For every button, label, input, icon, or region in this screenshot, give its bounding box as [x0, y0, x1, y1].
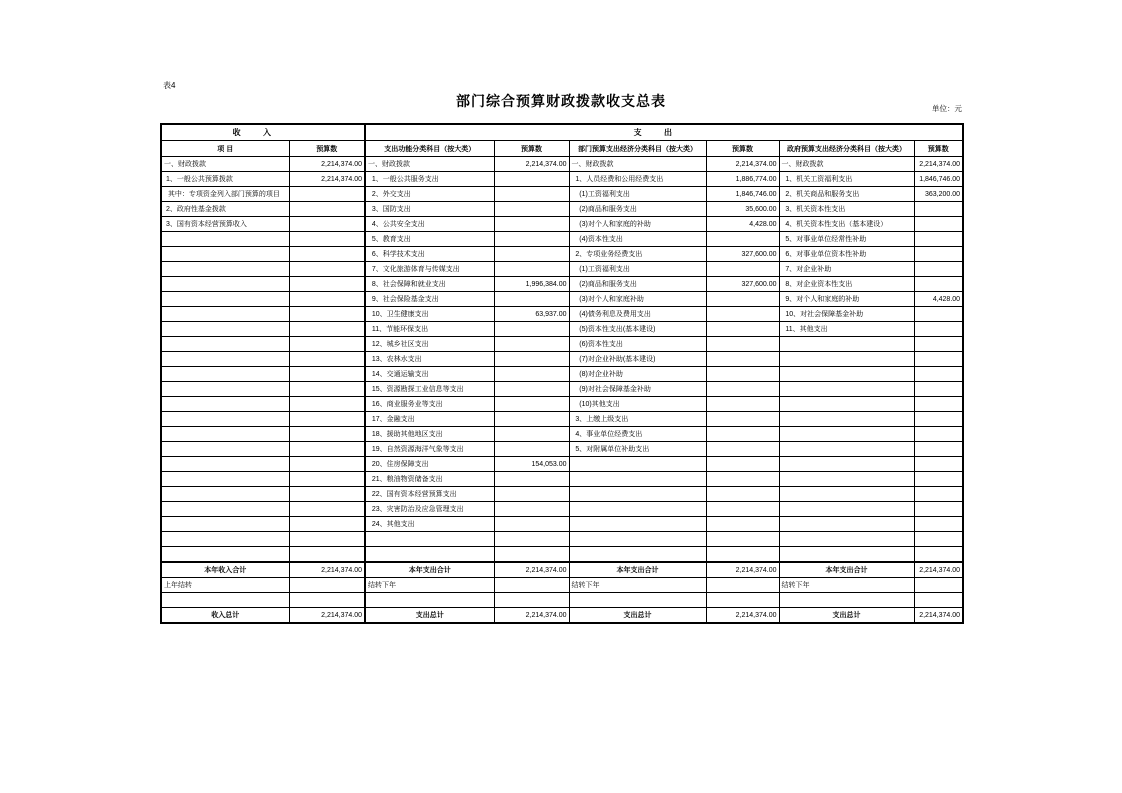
item-label-cell: 5、教育支出	[365, 232, 494, 247]
budget-value-cell	[494, 472, 569, 487]
item-label-cell: 一、财政拨款	[569, 157, 706, 172]
budget-value-cell	[289, 502, 365, 517]
budget-value-cell	[289, 457, 365, 472]
budget-value-cell	[706, 337, 779, 352]
item-label-cell: 4、机关资本性支出（基本建设）	[779, 217, 914, 232]
item-label-cell	[161, 472, 289, 487]
item-label-cell: 一、财政拨款	[779, 157, 914, 172]
budget-value-cell	[289, 472, 365, 487]
budget-value-cell: 2,214,374.00	[706, 562, 779, 578]
item-label-cell	[161, 547, 289, 563]
budget-value-cell	[914, 427, 963, 442]
item-label-cell: 1、机关工资福利支出	[779, 172, 914, 187]
budget-value-cell	[914, 352, 963, 367]
item-label-cell	[569, 517, 706, 532]
item-label-cell	[365, 593, 494, 608]
budget-value-cell	[289, 517, 365, 532]
table-row	[161, 472, 963, 487]
item-label-cell	[779, 427, 914, 442]
budget-value-cell	[289, 352, 365, 367]
item-label-cell: 10、对社会保障基金补助	[779, 307, 914, 322]
budget-value-cell	[289, 532, 365, 547]
item-label-cell	[779, 337, 914, 352]
income-group-header: 收入	[161, 124, 365, 141]
budget-value-cell	[914, 457, 963, 472]
table-row	[161, 232, 963, 247]
item-label-cell: 支出总计	[365, 608, 494, 624]
budget-value-cell	[914, 202, 963, 217]
budget-value-cell	[914, 382, 963, 397]
item-label-cell: 5、对附属单位补助支出	[569, 442, 706, 457]
budget-value-cell	[494, 367, 569, 382]
table-row	[161, 442, 963, 457]
item-label-cell: (1)工资福利支出	[569, 262, 706, 277]
budget-value-cell	[914, 277, 963, 292]
item-label-cell	[161, 427, 289, 442]
budget-value-cell	[914, 442, 963, 457]
budget-value-cell: 35,600.00	[706, 202, 779, 217]
item-label-cell	[779, 382, 914, 397]
table-row	[161, 217, 963, 232]
group-header-row	[161, 124, 963, 141]
item-label-cell	[161, 322, 289, 337]
budget-value-cell	[494, 172, 569, 187]
budget-value-cell	[706, 427, 779, 442]
item-label-cell: 2、专项业务经费支出	[569, 247, 706, 262]
budget-value-cell	[494, 578, 569, 593]
item-label-cell: (3)对个人和家庭的补助	[569, 217, 706, 232]
item-label-cell: 1、一般公共服务支出	[365, 172, 494, 187]
table-row	[161, 277, 963, 292]
budget-value-cell	[289, 367, 365, 382]
column-header: 预算数	[706, 141, 779, 157]
item-label-cell: (1)工资福利支出	[569, 187, 706, 202]
item-label-cell	[161, 532, 289, 547]
item-label-cell	[779, 367, 914, 382]
budget-value-cell	[289, 262, 365, 277]
item-label-cell	[779, 547, 914, 563]
table-row	[161, 202, 963, 217]
budget-value-cell	[289, 292, 365, 307]
budget-value-cell: 4,428.00	[706, 217, 779, 232]
item-label-cell	[569, 472, 706, 487]
item-label-cell: 6、对事业单位资本性补助	[779, 247, 914, 262]
budget-value-cell: 2,214,374.00	[289, 172, 365, 187]
budget-value-cell: 2,214,374.00	[706, 157, 779, 172]
item-label-cell: 结转下年	[779, 578, 914, 593]
budget-value-cell	[494, 247, 569, 262]
item-label-cell: 2、机关商品和服务支出	[779, 187, 914, 202]
item-label-cell: 支出总计	[779, 608, 914, 624]
table-row	[161, 352, 963, 367]
item-label-cell: (4)债务利息及费用支出	[569, 307, 706, 322]
budget-value-cell	[914, 472, 963, 487]
budget-value-cell	[494, 442, 569, 457]
table-row	[161, 532, 963, 547]
budget-value-cell: 2,214,374.00	[706, 608, 779, 624]
budget-value-cell	[914, 412, 963, 427]
item-label-cell: 18、援助其他地区支出	[365, 427, 494, 442]
budget-value-cell	[289, 247, 365, 262]
item-label-cell	[779, 352, 914, 367]
item-label-cell: 11、其他支出	[779, 322, 914, 337]
budget-value-cell	[494, 412, 569, 427]
budget-value-cell	[914, 532, 963, 547]
item-label-cell: (2)商品和服务支出	[569, 277, 706, 292]
budget-value-cell	[494, 382, 569, 397]
item-label-cell: 23、灾害防治及应急管理支出	[365, 502, 494, 517]
budget-value-cell	[706, 322, 779, 337]
budget-value-cell	[914, 367, 963, 382]
item-label-cell	[161, 502, 289, 517]
budget-value-cell	[494, 427, 569, 442]
item-label-cell: 3、国防支出	[365, 202, 494, 217]
item-label-cell: 结转下年	[569, 578, 706, 593]
budget-value-cell: 2,214,374.00	[289, 608, 365, 624]
table-row	[161, 608, 963, 624]
item-label-cell: 7、文化旅游体育与传媒支出	[365, 262, 494, 277]
item-label-cell: 4、公共安全支出	[365, 217, 494, 232]
item-label-cell	[569, 457, 706, 472]
budget-value-cell	[914, 547, 963, 563]
unit-label: 单位：元	[932, 104, 962, 113]
budget-value-cell	[289, 217, 365, 232]
budget-summary-table	[160, 123, 964, 624]
item-label-cell: 11、节能环保支出	[365, 322, 494, 337]
budget-value-cell	[494, 517, 569, 532]
item-label-cell: 2、外交支出	[365, 187, 494, 202]
item-label-cell: 8、社会保障和就业支出	[365, 277, 494, 292]
item-label-cell	[779, 487, 914, 502]
table-row	[161, 457, 963, 472]
item-label-cell: 5、对事业单位经常性补助	[779, 232, 914, 247]
budget-value-cell	[914, 397, 963, 412]
column-header: 预算数	[289, 141, 365, 157]
item-label-cell	[161, 247, 289, 262]
budget-value-cell	[706, 232, 779, 247]
item-label-cell: 本年收入合计	[161, 562, 289, 578]
budget-value-cell	[914, 487, 963, 502]
budget-value-cell	[914, 593, 963, 608]
item-label-cell	[161, 517, 289, 532]
item-label-cell	[569, 532, 706, 547]
table-row	[161, 337, 963, 352]
item-label-cell	[569, 593, 706, 608]
budget-value-cell	[706, 517, 779, 532]
budget-value-cell	[289, 307, 365, 322]
budget-value-cell	[494, 217, 569, 232]
table-row	[161, 562, 963, 578]
item-label-cell	[161, 487, 289, 502]
item-label-cell: 1、一般公共预算拨款	[161, 172, 289, 187]
budget-value-cell	[706, 442, 779, 457]
budget-value-cell	[494, 322, 569, 337]
budget-value-cell: 363,200.00	[914, 187, 963, 202]
item-label-cell: 8、对企业资本性支出	[779, 277, 914, 292]
item-label-cell	[161, 367, 289, 382]
item-label-cell	[779, 472, 914, 487]
item-label-cell: (8)对企业补助	[569, 367, 706, 382]
column-header: 部门预算支出经济分类科目（按大类）	[569, 141, 706, 157]
budget-value-cell: 154,053.00	[494, 457, 569, 472]
table-tag: 表4	[163, 81, 176, 90]
budget-value-cell: 1,886,774.00	[706, 172, 779, 187]
budget-value-cell	[494, 187, 569, 202]
budget-value-cell	[289, 277, 365, 292]
table-header	[161, 124, 963, 157]
item-label-cell	[161, 292, 289, 307]
budget-value-cell	[706, 367, 779, 382]
budget-value-cell	[706, 472, 779, 487]
budget-value-cell	[494, 337, 569, 352]
budget-value-cell	[494, 593, 569, 608]
item-label-cell	[161, 352, 289, 367]
item-label-cell	[161, 337, 289, 352]
table-row	[161, 262, 963, 277]
budget-value-cell	[914, 337, 963, 352]
budget-value-cell	[914, 262, 963, 277]
item-label-cell	[365, 547, 494, 563]
item-label-cell	[365, 532, 494, 547]
budget-value-cell	[289, 547, 365, 563]
table-row	[161, 427, 963, 442]
budget-value-cell: 2,214,374.00	[289, 157, 365, 172]
budget-value-cell	[494, 547, 569, 563]
budget-value-cell	[706, 547, 779, 563]
item-label-cell: 9、对个人和家庭的补助	[779, 292, 914, 307]
item-label-cell: (10)其他支出	[569, 397, 706, 412]
budget-value-cell	[914, 307, 963, 322]
item-label-cell	[569, 547, 706, 563]
table-row	[161, 547, 963, 563]
budget-value-cell	[289, 593, 365, 608]
item-label-cell: 其中：专项资金列入部门预算的项目	[161, 187, 289, 202]
budget-value-cell: 327,600.00	[706, 247, 779, 262]
item-label-cell	[161, 262, 289, 277]
budget-value-cell: 2,214,374.00	[914, 608, 963, 624]
table-row	[161, 157, 963, 172]
budget-value-cell: 327,600.00	[706, 277, 779, 292]
budget-value-cell: 2,214,374.00	[914, 157, 963, 172]
table-row	[161, 382, 963, 397]
budget-value-cell: 1,846,746.00	[914, 172, 963, 187]
budget-value-cell	[706, 502, 779, 517]
item-label-cell: 6、科学技术支出	[365, 247, 494, 262]
table-row	[161, 187, 963, 202]
budget-value-cell: 2,214,374.00	[289, 562, 365, 578]
budget-value-cell	[494, 292, 569, 307]
budget-value-cell	[706, 593, 779, 608]
column-header: 支出功能分类科目（按大类）	[365, 141, 494, 157]
item-label-cell: 13、农林水支出	[365, 352, 494, 367]
item-label-cell	[569, 502, 706, 517]
item-label-cell: 收入总计	[161, 608, 289, 624]
table-row	[161, 593, 963, 608]
budget-value-cell: 2,214,374.00	[494, 562, 569, 578]
item-label-cell	[161, 593, 289, 608]
item-label-cell	[161, 382, 289, 397]
item-label-cell	[779, 532, 914, 547]
item-label-cell	[779, 502, 914, 517]
item-label-cell: 14、交通运输支出	[365, 367, 494, 382]
table-row	[161, 412, 963, 427]
table-row	[161, 307, 963, 322]
budget-value-cell	[914, 517, 963, 532]
column-header: 预算数	[914, 141, 963, 157]
item-label-cell	[161, 277, 289, 292]
budget-value-cell: 2,214,374.00	[914, 562, 963, 578]
item-label-cell: 16、商业服务业等支出	[365, 397, 494, 412]
table-row	[161, 367, 963, 382]
table-row	[161, 578, 963, 593]
budget-value-cell	[289, 397, 365, 412]
budget-value-cell	[289, 427, 365, 442]
table-row	[161, 247, 963, 262]
item-label-cell	[779, 593, 914, 608]
budget-value-cell	[706, 487, 779, 502]
item-label-cell	[779, 397, 914, 412]
item-label-cell: (6)资本性支出	[569, 337, 706, 352]
budget-value-cell	[914, 578, 963, 593]
item-label-cell	[779, 412, 914, 427]
item-label-cell: 4、事业单位经费支出	[569, 427, 706, 442]
item-label-cell: 7、对企业补助	[779, 262, 914, 277]
item-label-cell	[161, 442, 289, 457]
item-label-cell: 本年支出合计	[365, 562, 494, 578]
budget-value-cell: 1,846,746.00	[706, 187, 779, 202]
item-label-cell: 3、上缴上级支出	[569, 412, 706, 427]
budget-value-cell	[706, 382, 779, 397]
budget-value-cell	[706, 397, 779, 412]
item-label-cell: (7)对企业补助(基本建设)	[569, 352, 706, 367]
table-row	[161, 292, 963, 307]
budget-value-cell	[289, 187, 365, 202]
item-label-cell	[779, 442, 914, 457]
item-label-cell: 3、机关资本性支出	[779, 202, 914, 217]
item-label-cell: 21、粮油物资储备支出	[365, 472, 494, 487]
item-label-cell: (9)对社会保障基金补助	[569, 382, 706, 397]
item-label-cell: 9、社会保险基金支出	[365, 292, 494, 307]
column-header: 政府预算支出经济分类科目（按大类）	[779, 141, 914, 157]
table-row	[161, 172, 963, 187]
table-row	[161, 322, 963, 337]
budget-value-cell	[494, 352, 569, 367]
page-title: 部门综合预算财政拨款收支总表	[456, 93, 666, 109]
budget-value-cell: 2,214,374.00	[494, 157, 569, 172]
budget-value-cell: 63,937.00	[494, 307, 569, 322]
item-label-cell: 20、住房保障支出	[365, 457, 494, 472]
budget-value-cell	[289, 442, 365, 457]
budget-value-cell	[494, 502, 569, 517]
budget-value-cell	[494, 202, 569, 217]
budget-value-cell	[289, 382, 365, 397]
item-label-cell: (2)商品和服务支出	[569, 202, 706, 217]
column-header-row	[161, 141, 963, 157]
budget-value-cell	[494, 532, 569, 547]
item-label-cell: 24、其他支出	[365, 517, 494, 532]
budget-value-cell	[706, 457, 779, 472]
item-label-cell: 本年支出合计	[779, 562, 914, 578]
item-label-cell	[161, 412, 289, 427]
expenditure-group-header: 支出	[365, 124, 963, 141]
item-label-cell: 结转下年	[365, 578, 494, 593]
budget-value-cell	[706, 352, 779, 367]
budget-value-cell	[494, 262, 569, 277]
item-label-cell: 一、财政拨款	[161, 157, 289, 172]
item-label-cell: (5)资本性支出(基本建设)	[569, 322, 706, 337]
item-label-cell	[569, 487, 706, 502]
item-label-cell: 22、国有资本经营预算支出	[365, 487, 494, 502]
item-label-cell: 2、政府性基金拨款	[161, 202, 289, 217]
budget-value-cell	[289, 337, 365, 352]
item-label-cell: 1、人员经费和公用经费支出	[569, 172, 706, 187]
table-row	[161, 502, 963, 517]
item-label-cell	[161, 232, 289, 247]
column-header: 预算数	[494, 141, 569, 157]
budget-value-cell	[706, 532, 779, 547]
budget-value-cell	[706, 307, 779, 322]
budget-value-cell	[706, 412, 779, 427]
budget-value-cell	[914, 502, 963, 517]
budget-value-cell	[289, 412, 365, 427]
budget-value-cell	[289, 322, 365, 337]
item-label-cell: 一、财政拨款	[365, 157, 494, 172]
table-row	[161, 397, 963, 412]
budget-value-cell	[914, 247, 963, 262]
budget-value-cell	[289, 487, 365, 502]
budget-value-cell	[706, 262, 779, 277]
item-label-cell	[161, 457, 289, 472]
item-label-cell: 支出总计	[569, 608, 706, 624]
item-label-cell	[161, 397, 289, 412]
budget-value-cell	[289, 232, 365, 247]
budget-value-cell	[494, 487, 569, 502]
item-label-cell: 本年支出合计	[569, 562, 706, 578]
item-label-cell: 3、国有资本经营预算收入	[161, 217, 289, 232]
item-label-cell	[779, 457, 914, 472]
item-label-cell: (4)资本性支出	[569, 232, 706, 247]
budget-value-cell	[289, 578, 365, 593]
table-body	[161, 157, 963, 624]
item-label-cell	[779, 517, 914, 532]
item-label-cell: 10、卫生健康支出	[365, 307, 494, 322]
budget-value-cell	[706, 292, 779, 307]
budget-value-cell	[914, 322, 963, 337]
budget-value-cell	[914, 232, 963, 247]
item-label-cell: 19、自然资源海洋气象等支出	[365, 442, 494, 457]
item-label-cell: 12、城乡社区支出	[365, 337, 494, 352]
item-label-cell: 15、资源勘探工业信息等支出	[365, 382, 494, 397]
budget-value-cell: 4,428.00	[914, 292, 963, 307]
budget-value-cell: 2,214,374.00	[494, 608, 569, 624]
item-label-cell: 17、金融支出	[365, 412, 494, 427]
budget-value-cell	[494, 232, 569, 247]
table-row	[161, 517, 963, 532]
item-label-cell	[161, 307, 289, 322]
column-header: 项 目	[161, 141, 289, 157]
budget-value-cell	[706, 578, 779, 593]
budget-value-cell	[494, 397, 569, 412]
budget-value-cell	[914, 217, 963, 232]
budget-value-cell	[289, 202, 365, 217]
table-row	[161, 487, 963, 502]
budget-value-cell: 1,996,384.00	[494, 277, 569, 292]
item-label-cell: 上年结转	[161, 578, 289, 593]
item-label-cell: (3)对个人和家庭补助	[569, 292, 706, 307]
